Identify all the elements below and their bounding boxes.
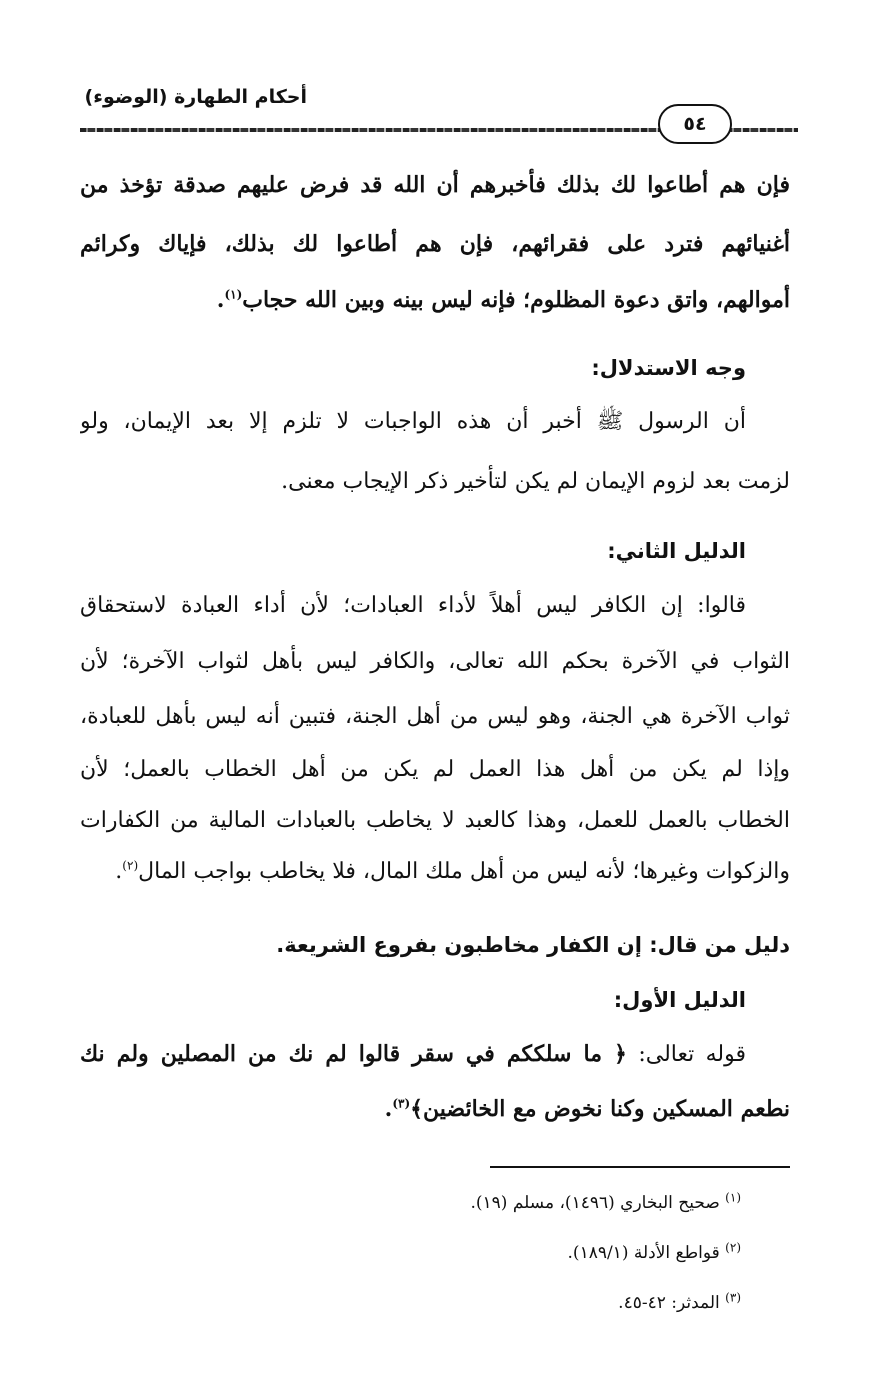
- page-number-badge: [658, 104, 732, 144]
- body-line: قالوا: إن الكافر ليس أهلاً لأداء العبادات؛ لأن أداء العبادة لاستحقاق: [80, 593, 746, 618]
- body-line: أن الرسول ﷺ أخبر أن هذه الواجبات لا تلزم إلا بعد الإيمان، ولو: [80, 409, 746, 434]
- body-line: الخطاب بالعمل للعمل، وهذا كالعبد لا يخاطب بالعبادات المالية من الكفارات: [80, 808, 790, 833]
- hadith-line-3-text: أموالهم، واتق دعوة المظلوم؛ فإنه ليس بينه وبين الله حجاب: [242, 287, 790, 313]
- verse-line-1: [80, 1037, 790, 1073]
- body-line-text: والزكوات وغيرها؛ لأنه ليس من أهل ملك المال، فلا يخاطب بواجب المال: [138, 859, 790, 884]
- body-line: الثواب في الآخرة بحكم الله تعالى، والكافر ليس بأهل لثواب الآخرة؛ لأن: [80, 649, 790, 674]
- hadith-line-3: [80, 283, 790, 319]
- footnote-1: [470, 1190, 741, 1216]
- footnote-text: قواطع الأدلة (١٨٩/١).: [567, 1243, 720, 1263]
- footnote-separator: [490, 1166, 790, 1168]
- verse-line-2: [80, 1092, 790, 1128]
- hadith-line-2: أغنيائهم فترد على فقرائهم، فإن هم أطاعوا لك بذلك، فإياك وكرائم: [80, 231, 790, 257]
- verse-intro: قوله تعالى:: [638, 1042, 746, 1067]
- footnote-ref-3: (٣): [392, 1096, 411, 1111]
- section-heading-first-evidence: الدليل الأول:: [613, 988, 746, 1012]
- footnote-ref-1: (١): [224, 287, 243, 302]
- hadith-line-1: فإن هم أطاعوا لك بذلك فأخبرهم أن الله قد فرض عليهم صدقة تؤخذ من: [80, 172, 790, 198]
- body-line-last: [80, 855, 790, 891]
- running-header-title: أحكام الطهارة (الوضوء): [84, 86, 307, 108]
- period: .: [384, 1096, 393, 1122]
- footnote-text: المدثر: ٤٢-٤٥.: [618, 1293, 720, 1313]
- footnote-text: صحيح البخاري (١٤٩٦)، مسلم (١٩).: [470, 1193, 720, 1213]
- period: .: [216, 287, 225, 313]
- section-heading-obligated: دليل من قال: إن الكفار مخاطبون بفروع الشريعة.: [276, 933, 790, 957]
- body-line: لزمت بعد لزوم الإيمان لم يكن لتأخير ذكر الإيجاب معنى.: [281, 469, 790, 494]
- section-heading-second-evidence: الدليل الثاني:: [607, 539, 746, 563]
- quran-verse-part-1: ﴿ ما سلككم في سقر قالوا لم نك من المصلين ولم نك: [80, 1041, 627, 1067]
- quran-verse-part-2: نطعم المسكين وكنا نخوض مع الخائضين﴾: [410, 1096, 790, 1122]
- footnote-number: (١): [725, 1190, 741, 1205]
- footnote-number: (٢): [725, 1240, 741, 1255]
- footnote-2: [568, 1240, 741, 1266]
- footnote-ref-2: (٢): [122, 858, 139, 873]
- body-line: وإذا لم يكن من أهل هذا العمل لم يكن من أهل الخطاب بالعمل؛ لأن: [80, 757, 790, 782]
- page-number: ٥٤: [683, 113, 707, 135]
- section-heading-inference: وجه الاستدلال:: [591, 356, 746, 380]
- footnote-3: [618, 1290, 741, 1316]
- body-line: ثواب الآخرة هي الجنة، وهو ليس من أهل الجنة، فتبين أنه ليس بأهل للعبادة،: [80, 704, 790, 729]
- footnote-number: (٣): [725, 1290, 741, 1305]
- period: .: [115, 859, 123, 884]
